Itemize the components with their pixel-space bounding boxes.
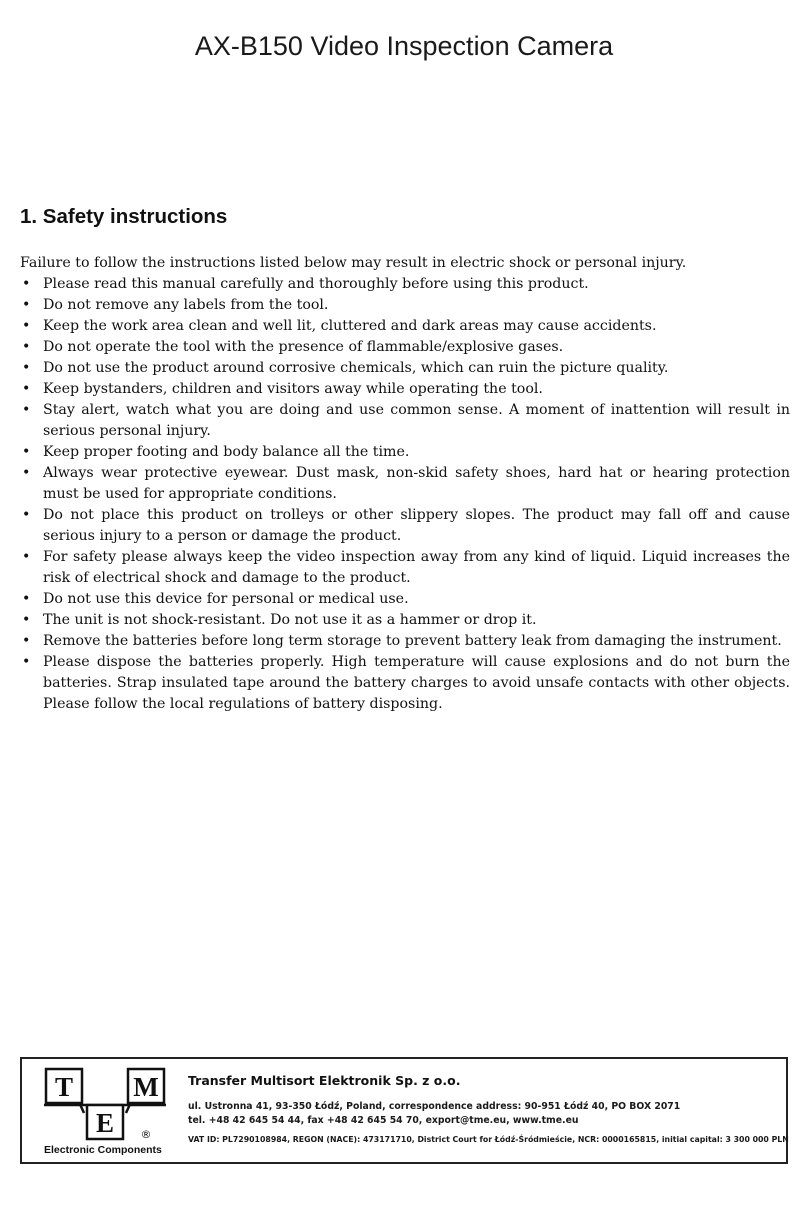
company-address: ul. Ustronna 41, 93-350 Łódź, Poland, correspondence address: 90-951 Łódź 40, PO BOX 2071 [188, 1101, 681, 1112]
list-item [20, 610, 790, 631]
bullet-icon: • [22, 402, 31, 418]
bullet-icon: • [22, 612, 31, 628]
bullet-icon: • [22, 465, 31, 481]
list-item-text: Stay alert, watch what you are doing and use common sense. A moment of inattention will result in serious personal injury. [43, 402, 790, 439]
bullet-icon: • [22, 339, 31, 355]
logo-caption: Electronic Components [44, 1144, 162, 1156]
company-footer [20, 1057, 788, 1164]
company-legal: VAT ID: PL7290108984, REGON (NACE): 473171710, District Court for Łódź-Śródmieście, NCR: 0000165815, initial capital: 3 300 000 PLN [188, 1135, 789, 1144]
safety-list [20, 274, 790, 715]
company-contact: tel. +48 42 645 54 44, fax +48 42 645 54 70, export@tme.eu, www.tme.eu [188, 1115, 579, 1126]
bullet-icon: • [22, 381, 31, 397]
list-item [20, 274, 790, 295]
list-item [20, 379, 790, 400]
list-item [20, 400, 790, 442]
list-item [20, 631, 790, 652]
bullet-icon: • [22, 444, 31, 460]
logo-letter-t: T [54, 1072, 74, 1102]
bullet-icon: • [22, 549, 31, 565]
list-item [20, 295, 790, 316]
list-item-text: Remove the batteries before long term storage to prevent battery leak from damaging the instrument. [43, 633, 782, 649]
list-item [20, 589, 790, 610]
list-item-text: Do not use this device for personal or medical use. [43, 591, 409, 607]
logo-letter-m: M [133, 1072, 159, 1102]
list-item [20, 547, 790, 589]
list-item-text: The unit is not shock-resistant. Do not use it as a hammer or drop it. [43, 612, 537, 628]
list-item-text: For safety please always keep the video inspection away from any kind of liquid. Liquid increases the risk of electrical shock and damage to the product. [43, 549, 790, 586]
list-item-text: Do not operate the tool with the presence of flammable/explosive gases. [43, 339, 564, 355]
list-item [20, 358, 790, 379]
list-item [20, 652, 790, 715]
list-item-text: Always wear protective eyewear. Dust mask, non-skid safety shoes, hard hat or hearing protection must be used for appropriate conditions. [43, 465, 790, 502]
logo-letter-e: E [95, 1108, 115, 1138]
list-item-text: Please dispose the batteries properly. High temperature will cause explosions and do not burn the batteries. Strap insulated tape around the battery charges to avoid unsafe contacts with other objects. Please follow the local regulations of battery disposing. [43, 654, 790, 712]
bullet-icon: • [22, 507, 31, 523]
registered-mark-icon: ® [140, 1128, 152, 1141]
list-item [20, 463, 790, 505]
list-item [20, 442, 790, 463]
company-name: Transfer Multisort Elektronik Sp. z o.o. [188, 1073, 461, 1088]
bullet-icon: • [22, 360, 31, 376]
list-item-text: Keep the work area clean and well lit, cluttered and dark areas may cause accidents. [43, 318, 657, 334]
list-item [20, 505, 790, 547]
bullet-icon: • [22, 591, 31, 607]
bullet-icon: • [22, 297, 31, 313]
bullet-icon: • [22, 318, 31, 334]
list-item-text: Do not use the product around corrosive chemicals, which can ruin the picture quality. [43, 360, 669, 376]
list-item-text: Please read this manual carefully and thoroughly before using this product. [43, 276, 589, 292]
bullet-icon: • [22, 633, 31, 649]
list-item-text: Keep proper footing and body balance all the time. [43, 444, 410, 460]
list-item [20, 337, 790, 358]
document-title: AX-B150 Video Inspection Camera [194, 31, 614, 61]
list-item [20, 316, 790, 337]
bullet-icon: • [22, 654, 31, 670]
section-heading: 1. Safety instructions [20, 205, 228, 228]
list-item-text: Keep bystanders, children and visitors away while operating the tool. [43, 381, 543, 397]
bullet-icon: • [22, 276, 31, 292]
list-item-text: Do not place this product on trolleys or other slippery slopes. The product may fall off and cause serious injury to a person or damage the product. [43, 507, 790, 544]
intro-paragraph: Failure to follow the instructions listed below may result in electric shock or personal injury. [20, 255, 687, 271]
list-item-text: Do not remove any labels from the tool. [43, 297, 329, 313]
